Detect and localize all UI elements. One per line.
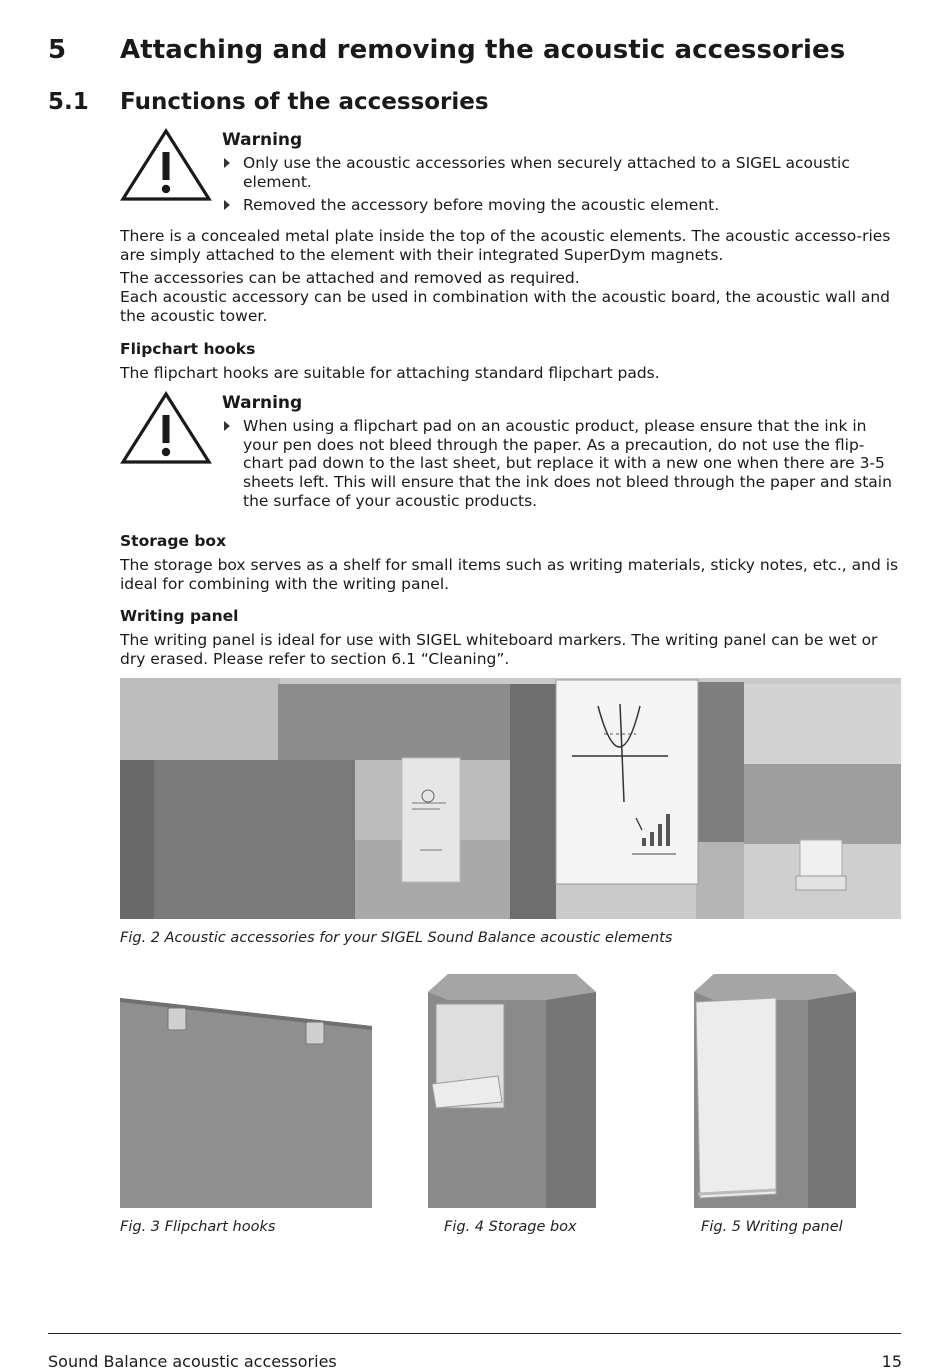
warning-title: Warning [222,130,303,150]
paragraph: The writing panel is ideal for use with SIGEL whiteboard markers. The writing panel can be wet or dry erased. Please refer to section 6.1 “Cleaning”. [120,631,878,668]
subheading: Writing panel [120,607,239,625]
footer-title: Sound Balance acoustic accessories [48,1352,337,1371]
chapter-number: 5 [48,35,67,65]
list-item: Only use the acoustic accessories when securely attached to a SIGEL acoustic element. [222,154,902,191]
figure-4-caption: Fig. 4 Storage box [444,1219,577,1235]
paragraph: The accessories can be attached and removed as required. [120,269,580,287]
footer-divider [48,1333,901,1334]
page-number: 15 [881,1352,902,1371]
subheading: Flipchart hooks [120,340,256,358]
warning-block-1 [222,130,902,220]
figure-4-image [426,972,598,1210]
warning-triangle-icon [120,391,212,465]
figure-2-image [120,678,901,919]
list-item: Removed the accessory before moving the acoustic element. [222,196,902,215]
intro-text [120,227,902,326]
section-number: 5.1 [48,89,89,115]
figure-5-caption: Fig. 5 Writing panel [701,1219,843,1235]
warning-list [222,417,904,511]
paragraph: The flipchart hooks are suitable for attaching standard flipchart pads. [120,364,660,382]
chapter-title: Attaching and removing the acoustic accessories [120,35,846,65]
list-item: When using a flipchart pad on an acoustic product, please ensure that the ink in your pen does not bleed through the paper. As a precaution, do not use the flip-chart pad down to the last sheet, but replace it with a new one when there are 3-5 sheets left. This will ensure that the ink does not bleed through the paper and stain the surface of your acoustic products. [222,417,904,511]
bullet-arrow-icon [224,421,230,431]
writing-section [120,607,902,669]
subheading: Storage box [120,532,227,550]
figure-5-image [692,972,858,1210]
warning-list [222,154,902,215]
figure-2-caption: Fig. 2 Acoustic accessories for your SIGEL Sound Balance acoustic elements [120,930,673,946]
figure-3-caption: Fig. 3 Flipchart hooks [120,1219,276,1235]
warning-block-2 [222,393,904,516]
paragraph: There is a concealed metal plate inside the top of the acoustic elements. The acoustic accesso-ries are simply attached to the element with their integrated SuperDym magnets. [120,227,891,264]
bullet-arrow-icon [224,158,230,168]
warning-triangle-icon [120,128,212,202]
figure-3-image [120,996,372,1208]
paragraph: The storage box serves as a shelf for small items such as writing materials, sticky notes, etc., and is ideal for combining with the writing panel. [120,556,899,593]
storage-section [120,532,902,594]
bullet-arrow-icon [224,200,230,210]
flipchart-section [120,340,902,383]
paragraph: Each acoustic accessory can be used in combination with the acoustic board, the acoustic wall and the acoustic tower. [120,288,891,325]
section-title: Functions of the accessories [120,89,489,115]
warning-title: Warning [222,393,303,413]
